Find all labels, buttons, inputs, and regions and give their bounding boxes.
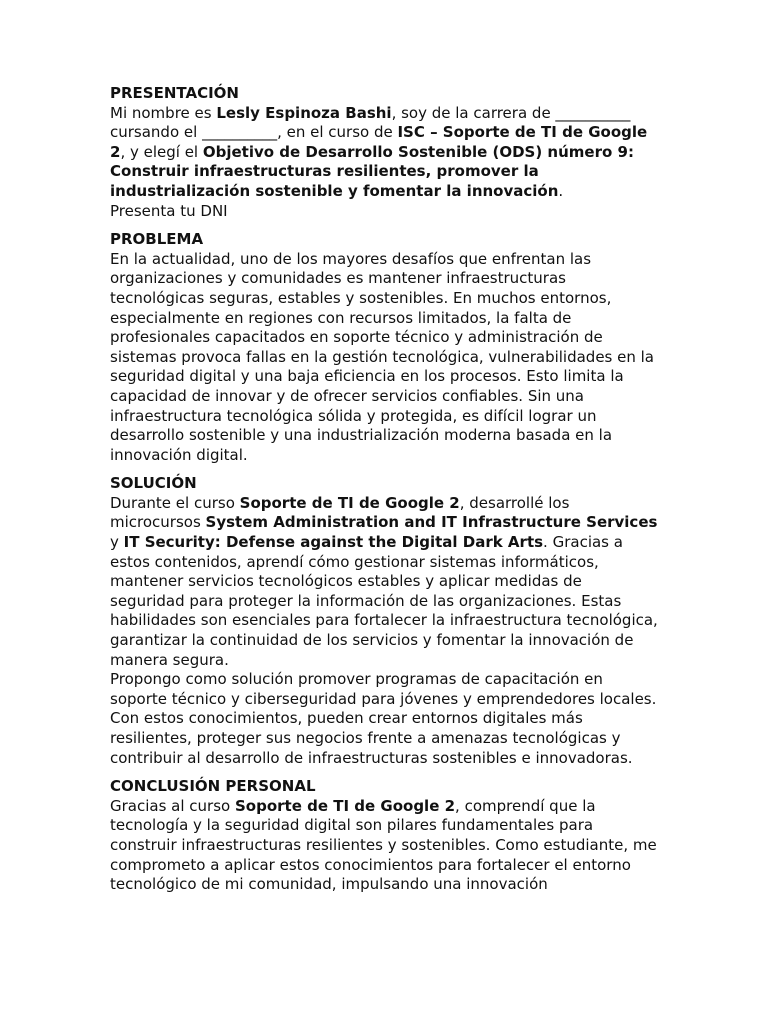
dni-line: Presenta tu DNI bbox=[110, 201, 228, 220]
solucion-paragraph-2: Propongo como solución promover programas de capacitación en soporte técnico y ciberseguridad para jóvenes y emprendedores locales. Con estos conocimientos, pueden crear entornos digitales más resilientes, proteger sus negocios frente a amenazas tecnológicas y contribuir al desarrollo de infraestructuras sostenibles e innovadoras. bbox=[110, 670, 657, 767]
presentacion-text-1: Mi nombre es bbox=[110, 103, 217, 122]
solucion-paragraph-1 bbox=[110, 494, 658, 670]
presentacion-text-4: . bbox=[558, 181, 564, 200]
section-conclusion bbox=[110, 777, 658, 895]
section-problema bbox=[110, 230, 658, 465]
section-presentacion bbox=[110, 84, 658, 221]
conclusion-text-2: , comprendí que la tecnología y la seguridad digital son pilares fundamentales para construir infraestructuras resilientes y sostenibles. Como estudiante, me comprometo a aplicar estos conocimientos para fortalecer el entorno tecnológico de mi comunidad, impulsando una innovación bbox=[110, 796, 657, 894]
document-page bbox=[110, 84, 658, 904]
conclusion-title: CONCLUSIÓN PERSONAL bbox=[110, 777, 316, 796]
conclusion-paragraph bbox=[110, 797, 658, 895]
section-solucion bbox=[110, 474, 658, 768]
solucion-text-1: Durante el curso bbox=[110, 493, 240, 512]
microcourse-2: IT Security: Defense against the Digital Dark Arts bbox=[123, 533, 544, 552]
microcourse-1: System Administration and IT Infrastructure Services bbox=[205, 513, 658, 532]
solucion-title: SOLUCIÓN bbox=[110, 474, 197, 493]
conclusion-course: Soporte de TI de Google 2 bbox=[234, 796, 456, 815]
presentacion-text-3: , y elegí el bbox=[120, 142, 203, 161]
conclusion-text-1: Gracias al curso bbox=[110, 796, 235, 815]
solucion-text-2: , desarrollé los microcursos bbox=[110, 493, 570, 532]
course-name: ISC – Soporte de TI de Google 2 bbox=[110, 123, 648, 161]
solucion-text-3: y bbox=[110, 533, 124, 552]
presentacion-text-2: , soy de la carrera de __________ cursando el __________, en el curso de bbox=[110, 103, 631, 142]
solucion-course: Soporte de TI de Google 2 bbox=[239, 493, 460, 512]
presentacion-title: PRESENTACIÓN bbox=[110, 84, 239, 102]
ods-objective: Objetivo de Desarrollo Sostenible (ODS) número 9: Construir infraestructuras resilientes, promover la industrialización sostenible y fomentar la innovación bbox=[110, 142, 634, 200]
student-name: Lesly Espinoza Bashi bbox=[216, 103, 392, 122]
problema-title: PROBLEMA bbox=[110, 230, 204, 249]
presentacion-paragraph bbox=[110, 104, 658, 202]
solucion-text-4: . Gracias a estos contenidos, aprendí cómo gestionar sistemas informáticos, mantener servicios tecnológicos estables y aplicar medidas de seguridad para proteger la información de las organizaciones. Estas habilidades son esenciales para fortalecer la infraestructura tecnológica, garantizar la continuidad de los servicios y fomentar la innovación de manera segura. bbox=[110, 533, 658, 669]
problema-paragraph: En la actualidad, uno de los mayores desafíos que enfrentan las organizaciones y comunidades es mantener infraestructuras tecnológicas seguras, estables y sostenibles. En muchos entornos, especialmente en regiones con recursos limitados, la falta de profesionales capacitados en soporte técnico y administración de sistemas provoca fallas en la gestión tecnológica, vulnerabilidades en la seguridad digital y una baja eficiencia en los procesos. Esto limita la capacidad de innovar y de ofrecer servicios confiables. Sin una infraestructura tecnológica sólida y protegida, es difícil lograr un desarrollo sostenible y una industrialización moderna basada en la innovación digital. bbox=[110, 249, 654, 464]
